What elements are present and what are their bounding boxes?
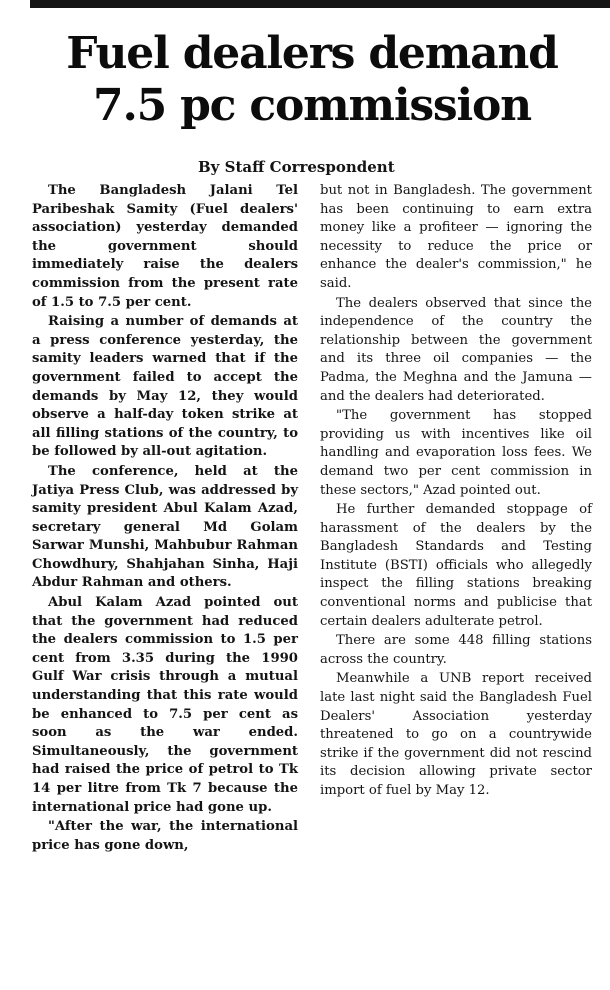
article-column-left bbox=[32, 182, 298, 855]
paragraph: Meanwhile a UNB report received late last night said the Bangladesh Fuel Dealers' Association yesterday threatened to go on a countrywide strike if the government did not rescind its decision allowing private sector import of fuel by May 12. bbox=[320, 671, 592, 798]
paragraph: "The government has stopped providing us with incentives like oil handling and evaporation loss fees. We demand two per cent commission in these sectors," Azad pointed out. bbox=[320, 408, 592, 498]
paragraph: "After the war, the international price has gone down, bbox=[32, 819, 298, 853]
paragraph: The Bangladesh Jalani Tel Paribeshak Samity (Fuel dealers' association) yesterday demanded the government should immediately raise the dealers commission from the present rate of 1.5 to 7.5 per cent. bbox=[32, 183, 298, 310]
headline bbox=[22, 28, 602, 132]
paragraph: but not in Bangladesh. The government has been continuing to earn extra money like a profiteer — ignoring the necessity to reduce the price or enhance the dealer's commission," he said. bbox=[320, 183, 592, 291]
paragraph: The dealers observed that since the independence of the country the relationship between the government and its three oil companies — the Padma, the Meghna and the Jamuna — and the dealers had deteriorated. bbox=[320, 295, 592, 404]
paragraph: The conference, held at the Jatiya Press Club, was addressed by samity president Abul Kalam Azad, secretary general Md Golam Sarwar Munshi, Mahbubur Rahman Chowdhury, Shahjahan Sinha, Haji Abdur Rahman and others. bbox=[32, 463, 298, 591]
headline-line-1: Fuel dealers demand bbox=[66, 28, 558, 79]
paragraph: There are some 448 filling stations across the country. bbox=[320, 633, 592, 667]
article-column-right bbox=[320, 182, 592, 801]
paragraph: He further demanded stoppage of harassment of the dealers by the Bangladesh Standards and Testing Institute (BSTI) officials who allegedly inspect the filling stations breaking conventional norms and publicise that certain dealers adulterate petrol. bbox=[320, 502, 592, 629]
top-rule bbox=[30, 0, 610, 8]
headline-line-2: 7.5 pc commission bbox=[93, 80, 531, 131]
paragraph: Raising a number of demands at a press conference yesterday, the samity leaders warned that if the government failed to accept the demands by May 12, they would observe a half-day token strike at all filling stations of the country, to be followed by all-out agitation. bbox=[32, 314, 298, 460]
paragraph: Abul Kalam Azad pointed out that the government had reduced the dealers commission to 1.5 per cent from 3.35 during the 1990 Gulf War crisis through a mutual understanding that this rate would be enhanced to 7.5 per cent as soon as the war ended. Simultaneously, the government had raised the price of petrol to Tk 14 per litre from Tk 7 because the international price had gone up. bbox=[32, 595, 298, 815]
byline: By Staff Correspondent bbox=[198, 158, 395, 176]
